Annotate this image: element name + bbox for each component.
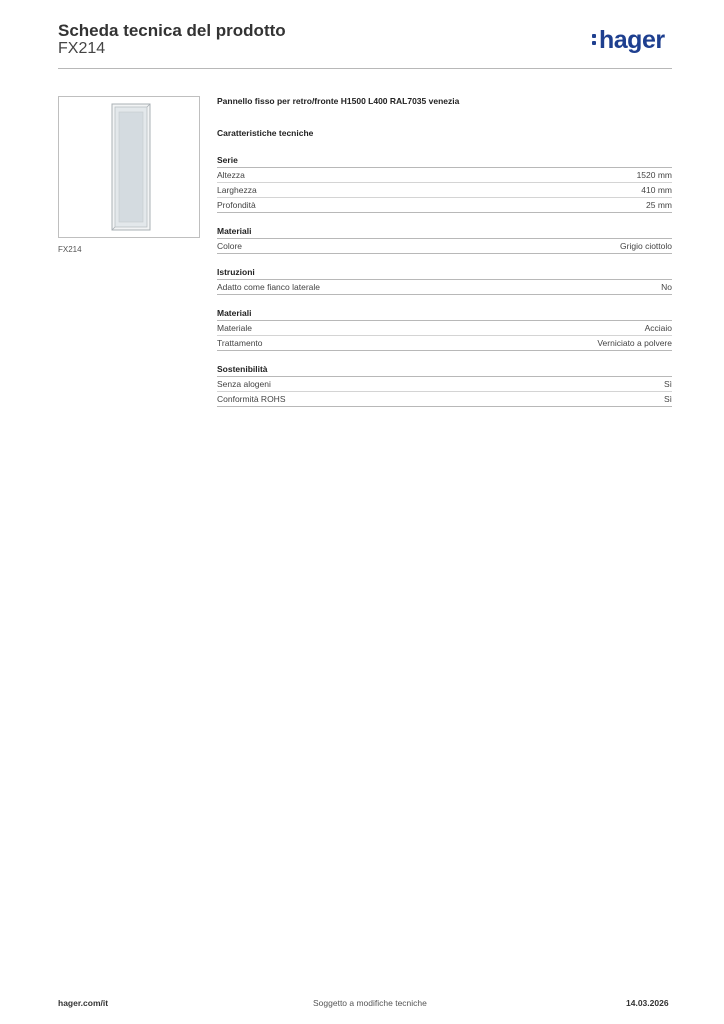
spec-value: 410 mm — [641, 185, 672, 195]
logo-text: hager — [599, 26, 665, 54]
spec-group — [217, 225, 672, 254]
spec-label: Profondità — [217, 200, 256, 210]
spec-group — [217, 266, 672, 295]
image-caption: FX214 — [58, 245, 82, 254]
spec-label: Conformità ROHS — [217, 394, 286, 404]
logo-dots-icon — [592, 31, 597, 48]
spec-value: Grigio ciottolo — [620, 241, 672, 251]
spec-groups — [217, 154, 672, 407]
spec-value: No — [661, 282, 672, 292]
header-divider — [58, 68, 672, 69]
spec-label: Adatto come fianco laterale — [217, 282, 321, 292]
spec-group — [217, 363, 672, 407]
spec-row — [217, 280, 672, 295]
spec-row — [217, 239, 672, 254]
spec-group-title: Materiali — [217, 307, 672, 321]
footer-website-link[interactable]: hager.com/it — [58, 998, 109, 1008]
spec-label: Senza alogeni — [217, 379, 271, 389]
product-image-frame — [58, 96, 200, 238]
spec-value: Sì — [663, 394, 672, 404]
footer-note: Soggetto a modifiche tecniche — [313, 998, 427, 1008]
spec-row — [217, 336, 672, 351]
spec-label: Larghezza — [217, 185, 257, 195]
cabinet-panel-image — [111, 103, 151, 231]
spec-group — [217, 307, 672, 351]
spec-group-title: Serie — [217, 154, 672, 168]
spec-group-title: Materiali — [217, 225, 672, 239]
spec-group-title: Sostenibilità — [217, 363, 672, 377]
spec-label: Altezza — [217, 170, 245, 180]
spec-group-title: Istruzioni — [217, 266, 672, 280]
spec-label: Colore — [217, 241, 243, 251]
section-heading: Caratteristiche tecniche — [217, 128, 314, 138]
spec-value: Sì — [663, 379, 672, 389]
footer-date: 14.03.2026 — [626, 998, 669, 1008]
product-code: FX214 — [58, 40, 106, 57]
hager-logo[interactable] — [592, 26, 665, 55]
page-title: Scheda tecnica del prodotto — [58, 21, 286, 40]
spec-row — [217, 198, 672, 213]
product-title: Pannello fisso per retro/fronte H1500 L400 RAL7035 venezia — [217, 96, 460, 106]
spec-group — [217, 154, 672, 213]
spec-value: 25 mm — [646, 200, 672, 210]
spec-row — [217, 392, 672, 407]
spec-content — [217, 96, 672, 407]
spec-value: 1520 mm — [636, 170, 672, 180]
spec-row — [217, 168, 672, 183]
spec-row — [217, 321, 672, 336]
spec-row — [217, 183, 672, 198]
spec-value: Verniciato a polvere — [597, 338, 672, 348]
spec-label: Trattamento — [217, 338, 263, 348]
spec-value: Acciaio — [644, 323, 672, 333]
spec-label: Materiale — [217, 323, 252, 333]
spec-row — [217, 377, 672, 392]
